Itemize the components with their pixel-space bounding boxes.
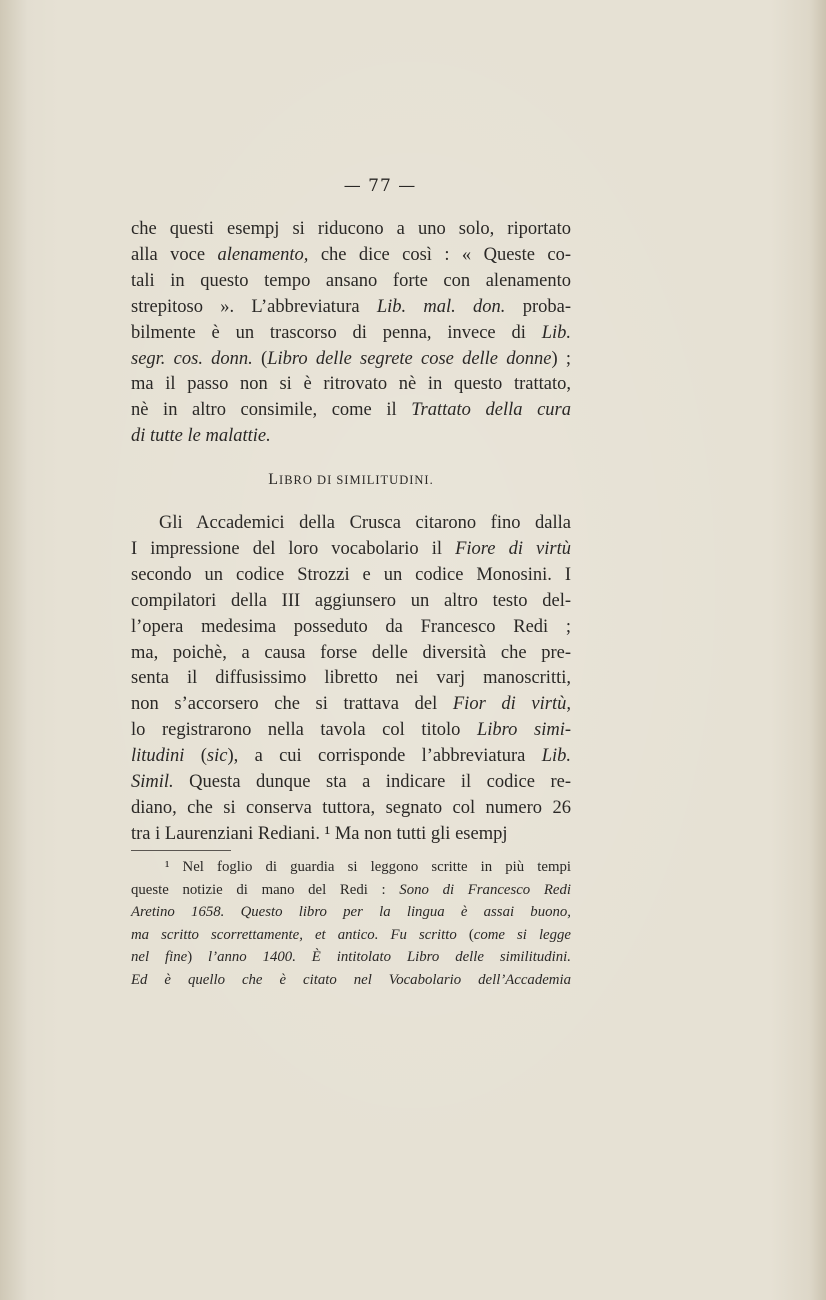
- page-number: — 77 —: [343, 176, 417, 196]
- footnote-rule: [131, 850, 231, 851]
- footnote: [131, 856, 571, 992]
- text-line: bilmente è un trascorso di penna, invece di Lib.: [131, 322, 571, 343]
- text-line: secondo un codice Strozzi e un codice Monosini. I: [131, 564, 571, 585]
- text-line: diano, che si conserva tuttora, segnato col numero 26: [131, 797, 571, 818]
- text-line: nè in altro consimile, come il Trattato della cura: [131, 400, 571, 421]
- text-line: che questi esempj si riducono a uno solo, riportato: [131, 219, 571, 239]
- text-line: l’opera medesima posseduto da Francesco Redi ;: [131, 616, 571, 637]
- text-line: Simil. Questa dunque sta a indicare il codice re-: [131, 772, 571, 793]
- heading-initial: L: [268, 471, 280, 488]
- text-line: Aretino 1658. Questo libro per la lingua è assai buono,: [131, 904, 571, 921]
- text-line: ma scritto scorrettamente, et antico. Fu scritto (come si legge: [131, 926, 571, 943]
- section-heading: [131, 471, 571, 489]
- text-line: ¹ Nel foglio di guardia si leggono scritte in più tempi: [165, 859, 571, 875]
- text-line: senta il diffusissimo libretto nei varj manoscritti,: [131, 668, 571, 689]
- text-line: tali in questo tempo ansano forte con alenamento: [131, 270, 571, 291]
- paragraph-1: [131, 217, 571, 450]
- text-line: alla voce alenamento, che dice così : « Queste co-: [131, 244, 572, 265]
- text-line: queste notizie di mano del Redi : Sono di Francesco Redi: [131, 881, 571, 898]
- text-line: di tutte le malattie.: [131, 426, 271, 447]
- heading-rest: IBRO DI SIMILITUDINI.: [279, 473, 434, 487]
- text-line: Gli Accademici della Crusca citarono fino dalla: [159, 513, 571, 533]
- text-line: ma il passo non si è ritrovato nè in questo trattato,: [131, 374, 571, 395]
- paragraph-2: [131, 511, 571, 848]
- text-line: I impressione del loro vocabolario il Fiore di virtù: [131, 538, 571, 559]
- text-line: lo registrarono nella tavola col titolo Libro simi-: [131, 720, 571, 741]
- text-line: litudini (sic), a cui corrisponde l’abbreviatura Lib.: [131, 746, 571, 767]
- text-line: compilatori della III aggiunsero un altro testo del-: [131, 590, 571, 611]
- text-line: strepitoso ». L’abbreviatura Lib. mal. don. proba-: [131, 296, 571, 317]
- text-line: nel fine) l’anno 1400. È intitolato Libro delle similitudini.: [131, 949, 571, 966]
- text-line: tra i Laurenziani Rediani. ¹ Ma non tutti gli esempj: [131, 823, 508, 844]
- text-line: Ed è quello che è citato nel Vocabolario dell’Accademia: [131, 971, 571, 988]
- text-line: ma, poichè, a causa forse delle diversità che pre-: [131, 642, 571, 663]
- text-line: segr. cos. donn. (Libro delle segrete cose delle donne) ;: [131, 348, 571, 369]
- text-line: non s’accorsero che si trattava del Fior di virtù,: [131, 694, 571, 715]
